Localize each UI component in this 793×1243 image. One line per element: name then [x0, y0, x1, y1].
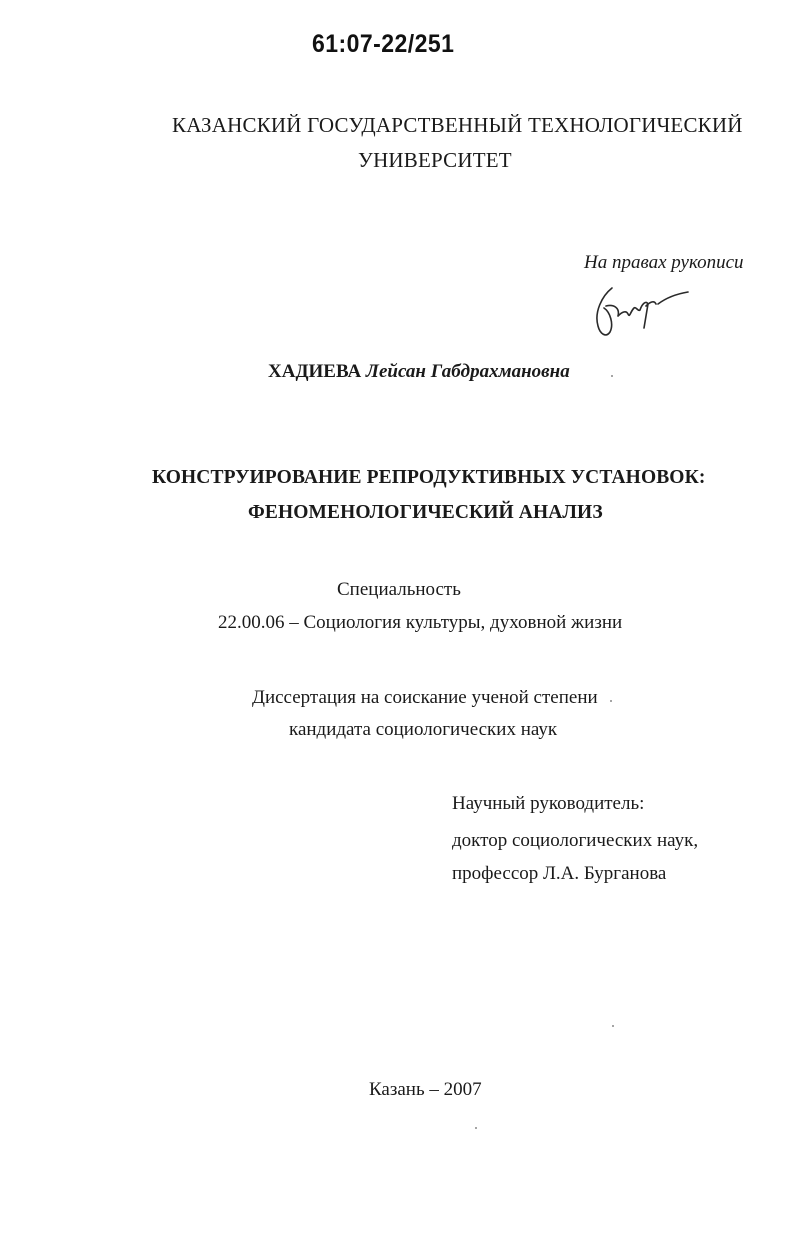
university-name-line1: КАЗАНСКИЙ ГОСУДАРСТВЕННЫЙ ТЕХНОЛОГИЧЕСКИЙ	[172, 113, 743, 137]
scan-speck	[475, 1127, 477, 1129]
supervisor-degree: доктор социологических наук,	[452, 830, 699, 851]
supervisor-name: профессор Л.А. Бурганова	[452, 863, 667, 884]
dissertation-title-line1: КОНСТРУИРОВАНИЕ РЕПРОДУКТИВНЫХ УСТАНОВОК:	[152, 467, 706, 488]
specialty-label: Специальность	[337, 579, 461, 600]
degree-statement-line2: кандидата социологических наук	[289, 719, 558, 740]
archive-stamp: 61:07-22/251	[312, 30, 455, 58]
scan-speck	[611, 375, 613, 377]
degree-statement-line1: Диссертация на соискание ученой степени	[252, 687, 598, 708]
place-and-year: Казань – 2007	[369, 1079, 482, 1100]
dissertation-title-line2: ФЕНОМЕНОЛОГИЧЕСКИЙ АНАЛИЗ	[248, 502, 603, 523]
specialty-value: 22.00.06 – Социология культуры, духовной жизни	[218, 612, 623, 633]
scan-speck	[610, 700, 612, 702]
university-name-line2: УНИВЕРСИТЕТ	[358, 148, 512, 172]
author-surname: ХАДИЕВА	[268, 361, 362, 382]
supervisor-label: Научный руководитель:	[452, 793, 645, 814]
scan-speck	[612, 1025, 614, 1027]
author-name	[268, 361, 570, 383]
manuscript-rights-note: На правах рукописи	[584, 252, 744, 273]
author-given-names: Лейсан Габдрахмановна	[365, 361, 570, 382]
handwritten-signature	[584, 282, 704, 352]
